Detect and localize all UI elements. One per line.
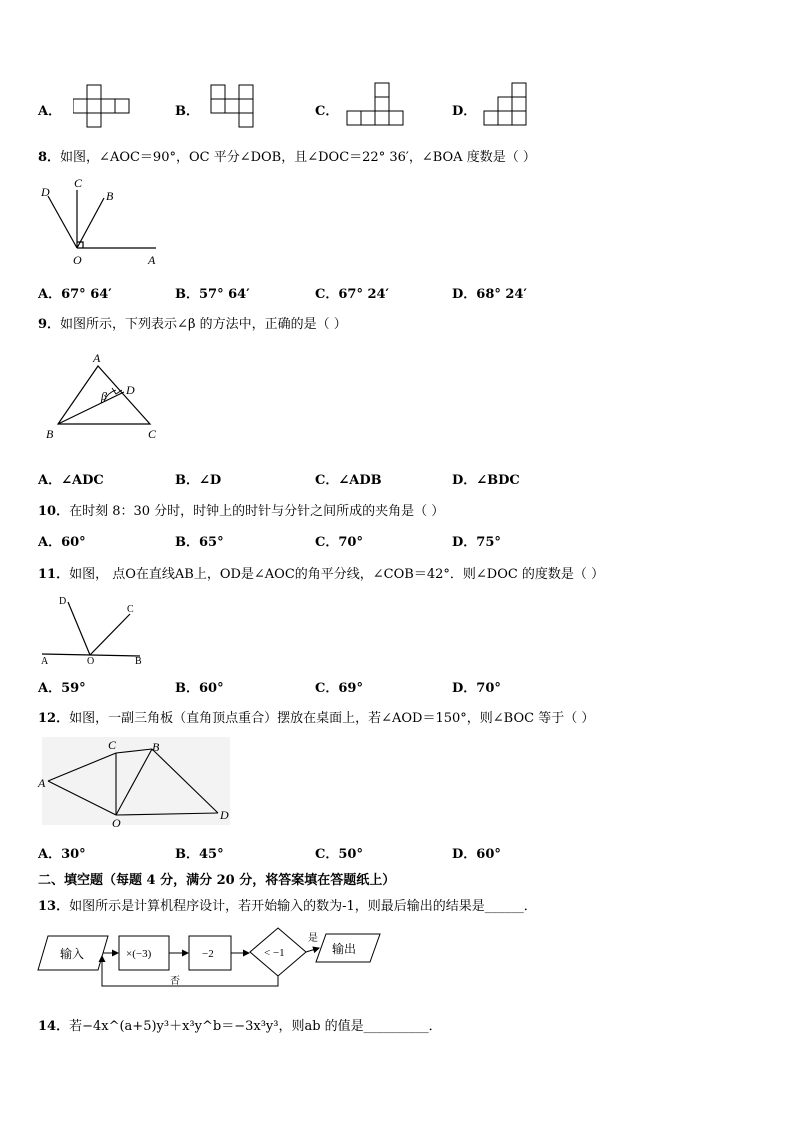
q8-label-c: C	[74, 176, 83, 190]
q11-label-o: O	[87, 656, 95, 667]
q9-label-a: A	[93, 351, 101, 365]
q7-option-c-net	[346, 82, 408, 130]
q12-label-a: A	[38, 776, 46, 790]
flow-output-label: 输出	[332, 942, 357, 956]
q8-option-a[interactable]: A．67° 64′	[38, 287, 112, 302]
q10-option-a[interactable]: A．60°	[38, 535, 86, 550]
q14-question	[38, 1015, 442, 1034]
section-2-title: 二、填空题（每题 4 分，满分 20 分，将答案填在答题纸上）	[38, 873, 396, 888]
q12-label-o: O	[112, 816, 121, 830]
q9-number: 9．	[38, 317, 61, 332]
q12-option-d[interactable]: D．60°	[452, 847, 501, 862]
q8-label-a: A	[148, 253, 156, 267]
flow-subtract-label: −2	[202, 948, 214, 960]
q12-label-d: D	[220, 808, 229, 822]
q7-option-a-label: A．	[38, 104, 62, 119]
q11-label-b: B	[135, 656, 142, 667]
q8-number: 8．	[38, 150, 61, 165]
q7-option-b-label: B．	[175, 104, 199, 119]
q7-option-d-net	[483, 82, 531, 130]
q12-option-c[interactable]: C．50°	[315, 847, 363, 862]
q11-option-c[interactable]: C．69°	[315, 681, 363, 696]
q14-number: 14．	[38, 1019, 70, 1034]
q11-label-c: C	[127, 604, 134, 615]
q13-flowchart	[36, 924, 386, 992]
q11-label-d: D	[59, 596, 67, 607]
q12-text: 如图，一副三角板（直角顶点重合）摆放在桌面上，若∠AOD＝150°，则∠BOC 等于（ ）	[69, 711, 595, 726]
q8-option-b[interactable]: B．57° 64′	[175, 287, 250, 302]
q7-option-c-label: C．	[315, 104, 339, 119]
q10-question	[38, 500, 444, 519]
q11-option-b[interactable]: B．60°	[175, 681, 224, 696]
q8-label-b: B	[106, 189, 114, 203]
flow-yes-label: 是	[308, 933, 318, 944]
q8-label-o: O	[73, 253, 82, 267]
q12-option-a[interactable]: A．30°	[38, 847, 86, 862]
q7-option-d-label: D．	[452, 104, 477, 119]
q7-option-a-net	[73, 84, 135, 128]
q8-option-c[interactable]: C．67° 24′	[315, 287, 389, 302]
q11-option-d[interactable]: D．70°	[452, 681, 501, 696]
q9-option-b[interactable]: B．∠D	[175, 473, 222, 488]
q7-option-b-net	[210, 84, 256, 130]
flow-input-label: 输入	[60, 947, 85, 961]
q9-text: 如图所示，下列表示∠β 的方法中，正确的是（ ）	[60, 317, 347, 332]
q9-figure	[40, 348, 170, 444]
q11-label-a: A	[41, 656, 49, 667]
q12-question	[38, 707, 594, 726]
q11-question	[38, 563, 604, 582]
q9-option-a[interactable]: A．∠ADC	[38, 473, 104, 488]
q13-number: 13．	[38, 899, 70, 914]
flow-condition-label: < −1	[264, 947, 285, 959]
flow-multiply-label: ×(−3)	[126, 948, 152, 960]
q12-label-b: B	[152, 740, 160, 754]
q10-number: 10．	[38, 504, 70, 519]
q12-number: 12．	[38, 711, 70, 726]
q8-figure	[36, 176, 166, 268]
q10-option-b[interactable]: B．65°	[175, 535, 224, 550]
q8-option-d[interactable]: D．68° 24′	[452, 287, 527, 302]
q9-question	[38, 313, 347, 332]
q13-text: 如图所示是计算机程序设计，若开始输入的数为-1，则最后输出的结果是______．	[69, 899, 537, 914]
q14-text: 若−4x^(a+5)y³＋x³y^b＝−3x³y³，则ab 的值是__________．	[69, 1019, 442, 1034]
q9-label-d: D	[126, 383, 135, 397]
q11-figure	[38, 590, 150, 668]
q9-option-d[interactable]: D．∠BDC	[452, 473, 520, 488]
q8-label-d: D	[41, 185, 50, 199]
q11-text: 如图， 点O在直线AB上，OD是∠AOC的角平分线，∠COB＝42°．则∠DOC 的度数是（ ）	[69, 567, 605, 582]
q13-question	[38, 895, 537, 914]
q10-option-d[interactable]: D．75°	[452, 535, 501, 550]
q9-option-c[interactable]: C．∠ADB	[315, 473, 382, 488]
q10-option-c[interactable]: C．70°	[315, 535, 363, 550]
q10-text: 在时刻 8：30 分时，时钟上的时针与分针之间所成的夹角是（ ）	[69, 504, 445, 519]
q8-question	[38, 146, 536, 165]
q12-figure	[36, 735, 236, 831]
q12-label-c: C	[108, 738, 117, 752]
q8-text: 如图，∠AOC＝90°，OC 平分∠DOB，且∠DOC＝22° 36′，∠BOA 度数是（ ）	[60, 150, 536, 165]
q11-number: 11．	[38, 567, 70, 582]
q11-option-a[interactable]: A．59°	[38, 681, 86, 696]
flow-no-label: 否	[170, 976, 180, 987]
q9-label-beta: β	[101, 389, 107, 403]
q9-label-b: B	[46, 427, 54, 441]
q9-label-c: C	[148, 427, 157, 441]
q12-option-b[interactable]: B．45°	[175, 847, 224, 862]
